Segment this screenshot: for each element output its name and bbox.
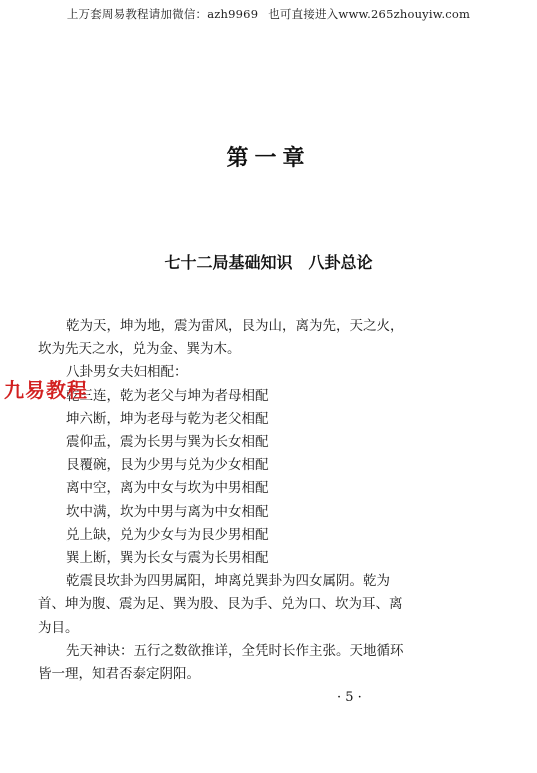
header-banner (0, 6, 537, 22)
pairing-line-kun: 坤六断，坤为老母与乾为老父相配 (66, 410, 269, 427)
section-title (0, 250, 537, 273)
watermark-logo-text: 九易教程 (4, 378, 88, 402)
section-title-main: 七十二局基础知识 (164, 253, 293, 272)
pairing-line-dui: 兑上缺，兑为少女与为艮少男相配 (66, 526, 269, 543)
banner-wechat-text: 上万套周易教程请加微信：azh9969 (66, 7, 259, 21)
body-text (38, 315, 410, 686)
section-title-sub: 八卦总论 (308, 253, 373, 272)
pairing-line-qian: 乾三连，乾为老父与坤为者母相配 (66, 387, 269, 404)
chapter-title: 第一章 (226, 146, 311, 171)
pairing-line-xun: 巽上断，巽为长女与震为长男相配 (66, 550, 269, 567)
pairing-line-gen: 艮覆碗，艮为少男与兑为少女相配 (66, 457, 269, 474)
paragraph-body-parts: 乾震艮坎卦为四男属阳，坤离兑巽卦为四女属阴。乾为首、坤为腹、震为足、巽为股、艮为手、兑为口、坎为耳、离为目。 (38, 573, 403, 636)
pairing-line-kan: 坎中满，坎为中男与离为中女相配 (66, 503, 269, 520)
banner-website-text: 也可直接进入www.265zhouyiw.com (268, 7, 471, 21)
pairing-line-li: 离中空，离为中女与坎为中男相配 (66, 480, 269, 497)
pairing-line-zhen: 震仰盂，震为长男与巽为长女相配 (66, 434, 269, 451)
paragraph-trigram-elements: 乾为天，坤为地，震为雷风，艮为山，离为先，天之火，坎为先天之水，兑为金、巽为木。 (38, 318, 404, 358)
paragraph-verse: 先天神诀：五行之数欲推详，全凭时长作主张。天地循环皆一理，知君否泰定阴阳。 (38, 642, 404, 683)
page-number: · 5 · (337, 690, 362, 705)
pairing-heading: 八卦男女夫妇相配： (66, 364, 188, 381)
